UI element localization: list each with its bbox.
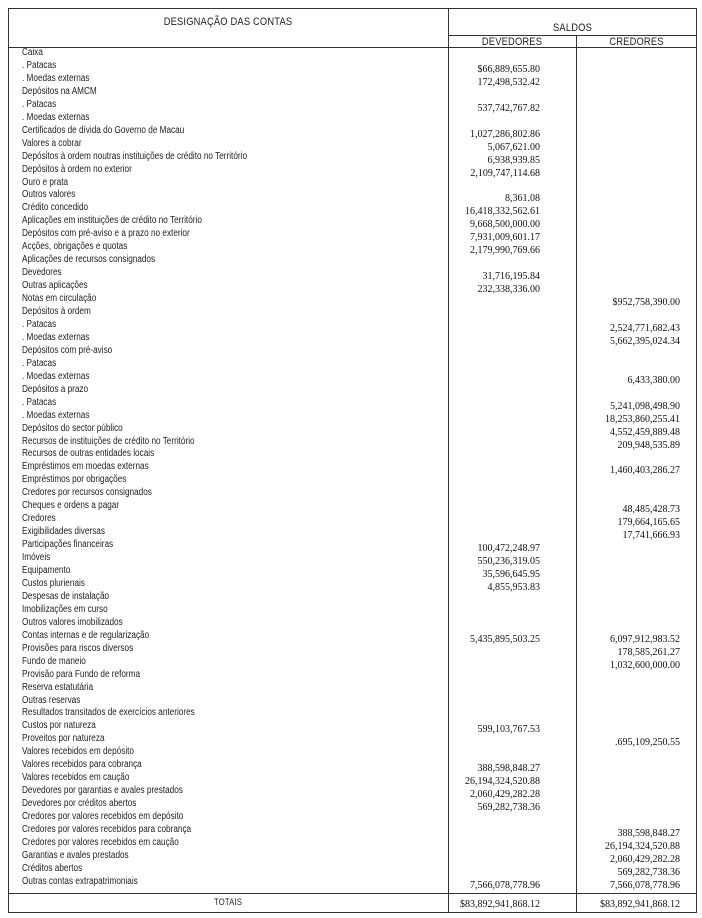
- account-label: Depósitos com pré-aviso: [22, 344, 113, 356]
- totals-debit: $83,892,941,868.12: [460, 899, 540, 910]
- account-label: Outras aplicações: [22, 280, 88, 292]
- account-label: . Moedas externas: [22, 331, 90, 343]
- account-label: Fundo de maneio: [22, 655, 86, 667]
- credit-value: 178,585,261.27: [617, 646, 680, 658]
- debit-value: 4,855,953.83: [487, 581, 540, 593]
- debit-value: 1,027,286,802.86: [470, 128, 540, 140]
- account-label: Empréstimos em moedas externas: [22, 461, 149, 473]
- debit-value: 35,596,645.95: [482, 569, 540, 580]
- account-label: Custos por natureza: [22, 720, 96, 732]
- totals-top-line: [8, 893, 697, 894]
- account-label: Devedores: [22, 267, 62, 279]
- account-label: Outras reservas: [22, 694, 81, 706]
- account-label: . Moedas externas: [22, 111, 90, 123]
- account-label: . Patacas: [22, 396, 57, 408]
- column-divider: [576, 36, 577, 913]
- debit-value: 7,566,078,778.96: [470, 879, 540, 891]
- debit-value: 26,194,324,520.88: [465, 776, 540, 788]
- credit-value: 26,194,324,520.88: [605, 840, 680, 852]
- account-label: Aplicações em instituições de crédito no Território: [22, 215, 202, 227]
- debit-value: 172,498,532.42: [477, 76, 540, 88]
- account-label: Ouro e prata: [22, 176, 69, 188]
- account-label: Valores recebidos em caução: [22, 772, 130, 784]
- account-label: Outras contas extrapatrimoniais: [22, 875, 138, 887]
- account-label: Caixa: [22, 47, 43, 58]
- account-label: Participações financeiras: [22, 539, 114, 551]
- debit-value: $66,889,655.80: [477, 63, 540, 75]
- account-label: . Patacas: [22, 318, 57, 330]
- account-label: Despesas de instalação: [22, 590, 110, 602]
- totals-credit: $83,892,941,868.12: [600, 899, 680, 910]
- account-label: Imóveis: [22, 552, 51, 564]
- account-label: Acções, obrigações e quotas: [22, 241, 128, 253]
- account-label: Depósitos à ordem noutras instituições de crédito no Território: [22, 150, 248, 162]
- account-label: . Moedas externas: [22, 409, 90, 421]
- debit-value: 100,472,248.97: [477, 543, 540, 555]
- account-label: Crédito concedido: [22, 202, 89, 214]
- credit-value: .695,109,250.55: [615, 737, 680, 749]
- account-label: Contas internas e de regularização: [22, 629, 150, 641]
- account-label: Credores por valores recebidos em depósito: [22, 811, 184, 823]
- credit-value: 209,948,535.89: [617, 439, 680, 451]
- account-label: Provisão para Fundo de reforma: [22, 668, 141, 680]
- account-label: Custos plurienais: [22, 577, 85, 589]
- credit-value: 6,097,912,983.52: [610, 633, 680, 645]
- debit-value: 5,435,895,503.25: [470, 633, 540, 645]
- account-label: Imobilizações em curso: [22, 603, 108, 615]
- account-label: Proveitos por natureza: [22, 733, 105, 745]
- account-label: Resultados transitados de exercícios anteriores: [22, 707, 195, 719]
- account-label: Devedores por créditos abertos: [22, 798, 137, 810]
- debit-value: 6,938,939.85: [487, 154, 540, 166]
- account-label: Recursos de outras entidades locais: [22, 448, 155, 460]
- account-label: Depósitos à ordem no exterior: [22, 163, 132, 175]
- header-devedores: DEVEDORES: [481, 36, 543, 48]
- header-credores: CREDORES: [609, 36, 664, 48]
- account-label: Depósitos a prazo: [22, 383, 89, 395]
- credit-value: 7,566,078,778.96: [610, 879, 680, 891]
- debit-value: 9,668,500,000.00: [470, 219, 540, 231]
- credit-value: 4,552,459,889.48: [610, 426, 680, 438]
- credit-value: 48,485,428.73: [622, 504, 680, 516]
- totals-label: TOTAIS: [214, 897, 242, 907]
- debit-value: 5,067,621.00: [487, 141, 540, 153]
- account-label: Devedores por garantias e avales prestados: [22, 785, 183, 797]
- account-label: Certificados de dívida do Governo de Macau: [22, 124, 185, 136]
- debit-value: 2,060,429,282.28: [470, 789, 540, 801]
- credit-value: 1,460,403,286.27: [610, 465, 680, 477]
- debit-value: 7,931,009,601.17: [470, 232, 540, 244]
- debit-value: 16,418,332,562.61: [465, 206, 540, 218]
- account-label: . Patacas: [22, 59, 57, 71]
- debit-value: 550,236,319.05: [477, 556, 540, 568]
- credit-value: 5,662,395,024.34: [610, 335, 680, 347]
- account-label: Reserva estatutária: [22, 681, 94, 693]
- credit-value: 17,741,666.93: [622, 530, 680, 542]
- account-label: Cheques e ordens a pagar: [22, 500, 120, 512]
- account-label: Credores: [22, 513, 56, 525]
- account-label: . Moedas externas: [22, 72, 90, 84]
- account-label: Credores por valores recebidos para cobrança: [22, 824, 192, 835]
- account-label: Credores por valores recebidos em caução: [22, 836, 179, 848]
- credit-value: 2,060,429,282.28: [610, 853, 680, 865]
- credit-value: 18,253,860,255.41: [605, 413, 680, 425]
- account-label: Credores por recursos consignados: [22, 487, 152, 499]
- account-label: Depósitos do sector público: [22, 422, 123, 434]
- account-label: Créditos abertos: [22, 862, 83, 874]
- header-designacao: DESIGNAÇÃO DAS CONTAS: [163, 16, 293, 28]
- credit-value: 569,282,738.36: [617, 866, 680, 878]
- account-label: Notas em circulação: [22, 293, 97, 305]
- account-label: Valores recebidos para cobrança: [22, 759, 142, 771]
- account-label: . Moedas externas: [22, 370, 90, 382]
- credit-value: $952,758,390.00: [612, 297, 680, 309]
- debit-value: 2,179,990,769.66: [470, 245, 540, 257]
- debit-value: 2,109,747,114.68: [470, 167, 540, 179]
- account-label: Equipamento: [22, 565, 71, 576]
- account-label: . Patacas: [22, 98, 57, 110]
- account-label: . Patacas: [22, 357, 57, 369]
- debit-value: 232,338,336.00: [477, 284, 540, 296]
- column-divider: [448, 8, 449, 913]
- debit-value: 388,598,848.27: [477, 763, 540, 775]
- header-saldos: SALDOS: [553, 22, 592, 34]
- account-label: Empréstimos por obrigações: [22, 474, 127, 486]
- account-label: Outros valores imobilizados: [22, 616, 123, 628]
- credit-value: 388,598,848.27: [617, 828, 680, 839]
- account-label: Depósitos à ordem: [22, 306, 91, 317]
- credit-value: 6,433,380.00: [627, 374, 680, 386]
- account-label: Aplicações de recursos consignados: [22, 254, 156, 266]
- account-label: Garantias e avales prestados: [22, 849, 129, 861]
- account-label: Valores recebidos em depósito: [22, 746, 134, 758]
- debit-value: 599,103,767.53: [477, 724, 540, 736]
- account-label: Exigibilidades diversas: [22, 526, 105, 538]
- debit-value: 31,716,195.84: [482, 271, 540, 283]
- account-label: Recursos de instituições de crédito no Território: [22, 435, 195, 447]
- credit-value: 5,241,098,498.90: [610, 400, 680, 412]
- debit-value: 569,282,738.36: [477, 802, 540, 814]
- credit-value: 2,524,771,682.43: [610, 322, 680, 334]
- debit-value: 8,361.08: [505, 193, 540, 205]
- debit-value: 537,742,767.82: [477, 102, 540, 114]
- account-label: Depósitos na AMCM: [22, 85, 97, 97]
- account-label: Provisões para riscos diversos: [22, 642, 134, 654]
- credit-value: 179,664,165.65: [617, 517, 680, 529]
- account-label: Depósitos com pré-aviso e a prazo no exterior: [22, 228, 190, 240]
- account-label: Valores a cobrar: [22, 137, 82, 149]
- account-label: Outros valores: [22, 189, 76, 201]
- credit-value: 1,032,600,000.00: [610, 659, 680, 671]
